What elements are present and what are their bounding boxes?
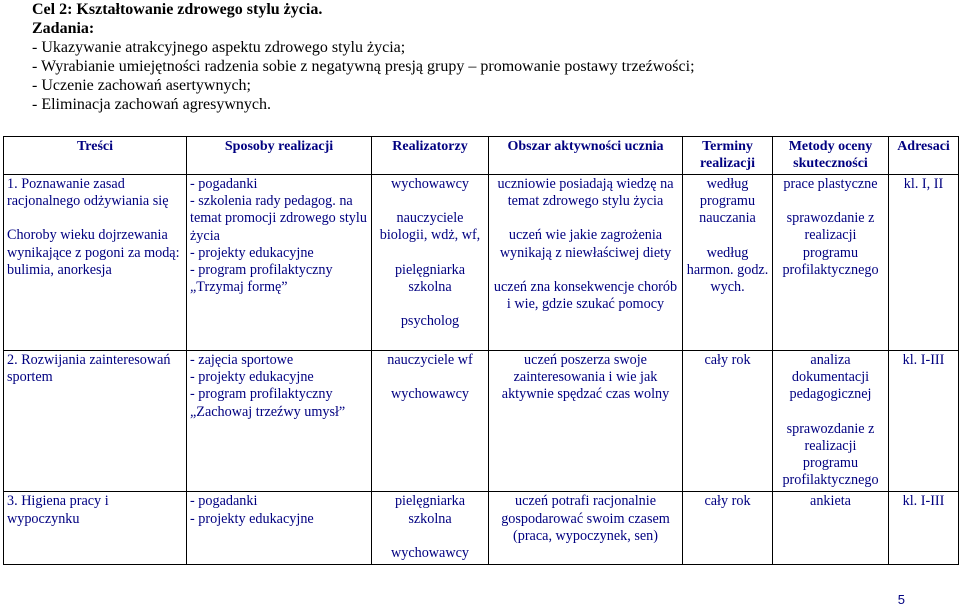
task-item: - Wyrabianie umiejętności radzenia sobie z negatywną presją grupy – promowanie postawy trzeźwości; bbox=[32, 57, 695, 76]
cell-text: cały rok bbox=[704, 352, 751, 368]
table-header-row bbox=[4, 137, 959, 175]
cell-text: - projekty edukacyjne bbox=[190, 369, 368, 386]
cell-text: wychowawcy bbox=[390, 176, 469, 192]
cell-obszar bbox=[489, 351, 683, 492]
table-row bbox=[4, 351, 959, 492]
cell-tresci bbox=[4, 175, 187, 351]
cell-sposoby bbox=[187, 351, 372, 492]
cell-text: - projekty edukacyjne bbox=[190, 245, 368, 262]
cell-text: uczeń wie jakie zagrożenia wynikają z niewłaściwej diety bbox=[499, 227, 672, 261]
cell-text: prace plastyczne bbox=[783, 176, 878, 192]
header-metody bbox=[773, 137, 889, 175]
cell-adresaci: kl. I-III bbox=[889, 351, 959, 492]
cell-text: sprawozdanie z realizacji programu profilaktycznego bbox=[782, 420, 879, 489]
task-item: - Eliminacja zachowań agresywnych. bbox=[32, 95, 695, 114]
cell-tresci bbox=[4, 351, 187, 492]
cell-realizatorzy bbox=[372, 351, 489, 492]
cell-text: nauczyciele wf bbox=[387, 352, 473, 368]
cell-adresaci: kl. I-III bbox=[889, 492, 959, 565]
cell-text: uczeń zna konsekwencje chorób i wie, gdzie szukać pomocy bbox=[493, 278, 678, 313]
header-sposoby: Sposoby realizacji bbox=[187, 137, 372, 175]
header-obszar: Obszar aktywności ucznia bbox=[489, 137, 683, 175]
cell-text: uczeń potrafi racjonalnie gospodarować swoim czasem (praca, wypoczynek, sen) bbox=[501, 493, 670, 544]
page-number: 5 bbox=[897, 592, 905, 607]
cell-text: cały rok bbox=[704, 493, 751, 510]
cell-text: wychowawcy bbox=[390, 386, 469, 403]
table-row bbox=[4, 492, 959, 565]
cell-text: - szkolenia rady pedagog. na temat promocji zdrowego stylu życia bbox=[190, 193, 368, 245]
goal-title: Cel 2: Kształtowanie zdrowego stylu życia. bbox=[32, 1, 323, 18]
header-terminy bbox=[683, 137, 773, 175]
cell-text: - pogadanki bbox=[190, 176, 368, 193]
cell-metody bbox=[773, 492, 889, 565]
cell-tresci bbox=[4, 492, 187, 565]
cell-text: - zajęcia sportowe bbox=[190, 352, 368, 369]
tasks-heading: Zadania: bbox=[32, 20, 95, 37]
cell-text: nauczyciele biologii, wdż, wf, bbox=[379, 210, 481, 244]
cell-text: - program profilaktyczny „Zachowaj trzeźwy umysł” bbox=[190, 386, 368, 420]
cell-text: 2. Rozwijania zainteresowań sportem bbox=[7, 352, 171, 386]
cell-terminy bbox=[683, 175, 773, 351]
cell-text: 1. Poznawanie zasad racjonalnego odżywiania się bbox=[7, 176, 169, 210]
cell-text: 3. Higiena pracy i wypoczynku bbox=[7, 493, 109, 527]
cell-text: wychowawcy bbox=[390, 544, 469, 561]
realization-table bbox=[3, 136, 959, 565]
cell-text: pielęgniarka szkolna bbox=[394, 261, 466, 295]
cell-sposoby bbox=[187, 175, 372, 351]
header-tresci: Treści bbox=[4, 137, 187, 175]
cell-text: - program profilaktyczny „Trzymaj formę” bbox=[190, 262, 368, 296]
cell-text: psycholog bbox=[400, 313, 460, 330]
header-realizatorzy: Realizatorzy bbox=[372, 137, 489, 175]
cell-metody bbox=[773, 175, 889, 351]
cell-text: analiza dokumentacji pedagogicznej bbox=[789, 352, 872, 403]
cell-metody bbox=[773, 351, 889, 492]
cell-text: pielęgniarka szkolna bbox=[394, 493, 466, 527]
cell-realizatorzy bbox=[372, 492, 489, 565]
cell-text: według harmon. godz. wych. bbox=[686, 244, 769, 296]
cell-terminy bbox=[683, 351, 773, 492]
cell-terminy bbox=[683, 492, 773, 565]
cell-text: według programu nauczania bbox=[699, 176, 756, 227]
cell-adresaci: kl. I, II bbox=[889, 175, 959, 351]
cell-text: - projekty edukacyjne bbox=[190, 511, 368, 528]
task-item: - Uczenie zachowań asertywnych; bbox=[32, 76, 695, 95]
header-metody-line1: Metody oceny bbox=[788, 139, 873, 154]
header-terminy-line2: realizacji bbox=[700, 156, 755, 171]
cell-text: ankieta bbox=[810, 493, 851, 510]
header-metody-line2: skuteczności bbox=[793, 156, 868, 171]
cell-text: - pogadanki bbox=[190, 493, 368, 510]
cell-text: sprawozdanie z realizacji programu profilaktycznego bbox=[782, 210, 879, 278]
header-adresaci: Adresaci bbox=[889, 137, 959, 175]
cell-realizatorzy bbox=[372, 175, 489, 351]
cell-text: Choroby wieku dojrzewania wynikające z pogoni za modą: bulimia, anorkesja bbox=[7, 227, 180, 278]
cell-obszar bbox=[489, 492, 683, 565]
cell-text: uczeń poszerza swoje zainteresowania i wie jak aktywnie spędzać czas wolny bbox=[501, 352, 670, 403]
cell-sposoby bbox=[187, 492, 372, 565]
intro-section bbox=[32, 0, 695, 114]
header-terminy-line1: Terminy bbox=[702, 139, 753, 154]
cell-text: uczniowie posiadają wiedzę na temat zdrowego stylu życia bbox=[497, 176, 674, 210]
cell-obszar bbox=[489, 175, 683, 351]
table-row bbox=[4, 175, 959, 351]
task-item: - Ukazywanie atrakcyjnego aspektu zdrowego stylu życia; bbox=[32, 38, 695, 57]
